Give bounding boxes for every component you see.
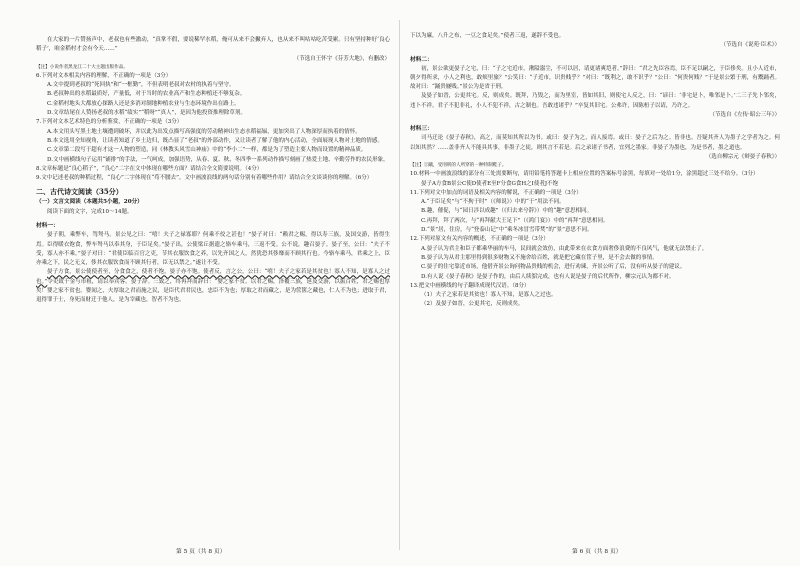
question-11-option-b: B.趣，催促，与“园日涉以成趣”（《归去来兮辞》）中的“趣”意思相同。 <box>421 208 593 215</box>
question-6-stem: 6.下列对文本相关内容的理解，不正确的一项是（3分） <box>36 72 172 79</box>
question-11-option-c: C.再拜，拜了两次，与“再拜献大王足下”（《鸿门宴》）中的“再拜”意思相同。 <box>421 217 609 224</box>
page-number-right: 第 6 页（共 8 页） <box>572 549 622 555</box>
question-12-option-a: A.晏子认为君主和臣子都乘华丽的车马，民间就会效仿，由此带来在衣食方面奢侈浪费的不良风气，他就无法禁止了。 <box>421 245 708 252</box>
material-1-paragraph-1: 晏子朝，乘弊车，驾驽马。景公见之曰：“嘻！夫子之禄寡耶？何乘不佼之甚也！”晏子对曰：“赖君之赐，得以寿三族，及国交游，皆得生焉。臣得暖衣饱食，弊车驽马以奉其身，于臣足矣。”晏子出，公使梁丘据遗之辂车乘马，三返不受。公不说，趣召晏子。晏子至，公曰：“夫子不受，寡人亦不乘。”晏子对曰：“君使臣临百官之吏，节其衣服饮食之养，以先齐国之人，然犹恐其侈靡而不顾其行也。今辂车乘马，君乘之上，臣亦乘之下，民之无义，侈其衣服饮食而不顾其行者，臣无以禁之。”遂让不受。 <box>36 232 390 267</box>
wavy-underlined-passage: 晏子方食，景公使使者至，分食食之，使者不饱，晏子亦不饱。使者反，言之公，公曰：“嘻！夫子之家若是其贫也！寡人不知，是寡人之过也。” <box>36 269 390 285</box>
question-6-option-a: A.文中提到老叔的“死回执”和“一框勤”，不但表明老叔对农村的执着与坚守。 <box>47 82 235 89</box>
question-7-stem: 7.下列对文本艺术特色的分析鉴赏，不正确的一项是（3分） <box>36 119 183 126</box>
subsection-title-classical-prose: （一）文言文阅读（本题共5小题，20分） <box>36 199 143 206</box>
material-1-paragraph-2-rest: 令吏致千金与市租，请以奉宾客。晏子辞。三致之，终再拜而辞曰：“婴之家不贫。以君之赐，泽覆三族，延及交游，以振百姓，君之赐也厚矣！婴之家不贫也。婴闻之，夫厚取之君而施之民，是臣代君君民也，忠臣不为也；厚取之君而藏之，是为筐箧之藏也，仁人不为也；进取于君，退得罪于士，身死而财迁于他人，是为宰藏也，智者不为也。 <box>36 278 391 304</box>
question-11-stem: 11.下列对文中加点的词语及相关内容的解说，不正确的一项是（3分） <box>410 189 582 196</box>
question-10-stem: 10.材料一中画波浪线的部分有三处需要断句，请用铅笔将答题卡上相应位置的答案标号涂黑，每填对一处给1分，涂黑超过三处不给分。（3分） <box>410 171 759 178</box>
material-1-paragraph-2 <box>36 268 390 305</box>
material-3-title: 材料三： <box>410 126 433 133</box>
story-ending-paragraph: 在大家的一片赞扬声中，老叔也有些激动，“真掌不假，要说稀罕水稻，俺可从来不会撇弃人，也从来不叫咕咕吃苦受累。只有坚持种好‘良心稻子’，咱金稻村才会有今天……” <box>36 37 390 53</box>
question-8: 8.文章标题是“良心稻子”，“良心”二字在文中体现在哪些方面？请结合全文简要说明。（4分） <box>36 165 263 172</box>
material-3-paragraph: 司马迁论《晏子春秋》，高之，而莫知其所以为书。或曰：晏子为之，而人接焉。或曰：晏子之后为之。皆非也。吾疑其齐人为墨子之学者为之。何以知其然？……盖非齐人不能具其事，非墨子之徒，则其言不若是。后之录诸子书者，宜列之墨家。非晏子为墨也，为是书者，墨之道也。 <box>410 135 780 151</box>
section-title-classical: 二、古代诗文阅读（35分） <box>36 187 123 197</box>
question-12-option-d: D.有人说《晏子春秋》是晏子作的，由后人续貂完成，也有人说是晏子的后代所作，柳宗元认为都不对。 <box>421 273 675 280</box>
question-6-option-d: D.文章结尾在人赞扬老叔的水稻“绩实”“稻呀”“真人”，是因为他投资推理除草剂。 <box>47 110 246 117</box>
question-6-option-c: C.金稻村地头大都放心探路人还是多消对制地种植农业与生态环境作出在路上。 <box>47 100 240 107</box>
material-1-source: （节选自《说苑·臣术》） <box>720 42 780 49</box>
question-12-option-b: B.晏子认为从君主那里得到很多财物又不施舍给百姓，就是把它藏在筐子里，是不会去做的事情。 <box>421 254 658 261</box>
question-9: 9.文中记述老叔的种稻过程，“良心”二字体现在“苟不腰去”，文中画波浪线的两句话分别有着哪些作用？请结合全文谈谈你的理解。（6分） <box>36 175 373 182</box>
question-13-stem: 13.把文中画横线的句子翻译成现代汉语。（8分） <box>410 282 530 289</box>
material-3-source: （选自柳宗元《辩晏子春秋》） <box>705 153 780 160</box>
question-7-option-b: B.本文选用全知视角，让读者知道了乡土边归，既凸显了“老叔”的外部动作，又让读者了解了他的内心活动，全面展现人物对土地的情感。 <box>47 137 383 144</box>
material-2-paragraph-1: 初，景公欲更晏子之宅，曰：“子之宅近市，湫隘嚣尘，不可以居，请更诸爽垲者。”辞曰：“君之先臣容焉，臣不足以嗣之，于臣侈矣。且小人近市，朝夕得所求，小人之利也，敢烦里旅？”公笑曰：“子近市，识贵贱乎？”对曰：“既利之，敢不识乎？”公曰：“何贵何贱？”于是景公繁于刑，有鬻踊者。故对曰：“踊贵屦贱。”景公为是省于刑。 <box>410 65 780 91</box>
exam-page-right <box>400 0 800 566</box>
material-2-paragraph-2: 及晏子如晋，公更其宅。反，则成矣。既拜，乃毁之，而为里室，皆如其旧，则使宅人反之，曰：“谚曰：‘非宅是卜，唯邻是卜。’二三子先卜邻矣，违卜不祥。君子不犯非礼，小人不犯不祥，古之制也。吾敢违诸乎？”卒复其旧宅。公弗许，因陈桓子以请，乃许之。 <box>410 93 780 109</box>
reading-instruction: 阅读下面的文字，完成10～14题。 <box>47 208 133 215</box>
question-13-item-2: （2）及晏子如晋，公更其宅，反则成矣。 <box>421 301 524 308</box>
question-6-option-b: B.老叔种出的水稻最质好，产量低，对于当时的农业高产和生态种植还不够复杂。 <box>47 91 246 98</box>
question-12-option-c: C.晏子的住宅靠近市场，他借齐景公询问物品贵贱的机会，进行劝谏，齐景公听了后，没有听从晏子的建议。 <box>421 264 686 271</box>
question-7-option-a: A.本文用头写黑土地土壤遭到破坏，并以此为出发点描写高强度的劳动精神出生态水稻福辐，更加突出了人物深厚而执着的情怀。 <box>47 128 361 135</box>
story-source: （节选自王怀宇《芬芳大地》，有删改） <box>293 55 390 62</box>
question-13-item-1: （1）夫子之家若是其贫也！寡人不知，是寡人之过也。 <box>421 292 557 299</box>
question-12-stem: 12.下列对原文有关内容的概述，不正确的一项是（3分） <box>410 236 549 243</box>
material-2-title: 材料二： <box>410 56 433 63</box>
question-7-option-d: D.文中画横线句子运用“铺排”的手法，一气呵成，加强语势，从春、夏、秋、冬四季一系列动作描写刻画了热爱土地、辛勤劳作的农民形象。 <box>47 156 389 163</box>
material-1-title: 材料一： <box>36 223 59 230</box>
question-11-option-a: A.“于臣足矣”与“不拘于时”（《师说》）中的“于”用法不同。 <box>421 199 565 206</box>
material-1-closing-line: 下以为廉，八升之布，一豆之食足矣。”使者三返，遂辞不受也。 <box>410 33 565 39</box>
question-7-option-c: C.文章第二段写于超有才这一人物的塑造，同《林教头风雪山神庙》中的“李小二”一样，都是为了塑造主要人物而设置的精神品质。 <box>47 147 367 154</box>
question-11-option-d: D.“景”居，住房，与“登泰山记”中“乘冬冰冒雪带焚”的“景”意思不同。 <box>421 227 593 234</box>
story-note: 【注】小说作者黑龙江二十大主题出版作品。 <box>36 64 128 70</box>
page-number-left: 第 5 页（共 8 页） <box>176 549 226 555</box>
question-10-sentence: 晏子A方食B景公C使D使者E至F分食G食H之I使者J不饱 <box>421 180 559 187</box>
material-note: 【注】①蹴，受刖刑的人所穿的一种特制鞋子。 <box>410 163 507 169</box>
material-2-source: （节选自《左传·昭公三年》） <box>709 112 780 119</box>
